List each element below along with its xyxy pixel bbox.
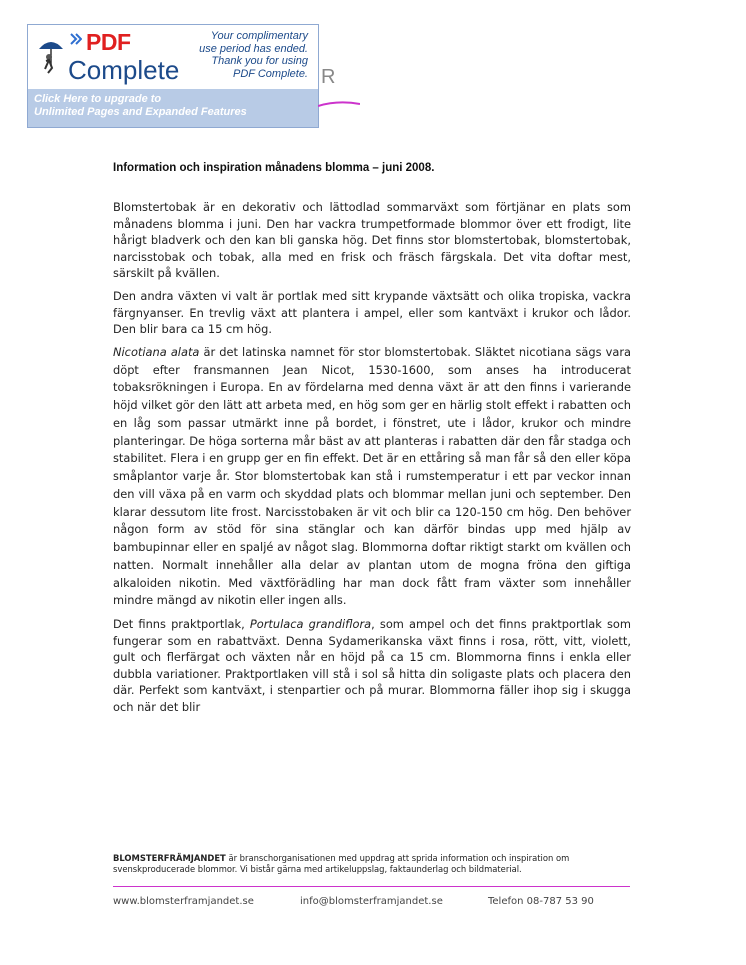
trial-line: use period has ended.: [199, 42, 308, 55]
paragraph: Blomstertobak är en dekorativ och lättodlad sommarväxt som förtjänar en plats som månadens blomma i juni. Den har vackra trumpetformade blommor över ett frodigt, lite hårigt bladverk och den kan bli ganska hög. Det finns stor blomstertobak, blomstertobak, narcisstobak och tobak, alla med en frisk och fräsch färgskala. Det vita doftar mest, särskilt på kvällen.: [113, 200, 631, 281]
trial-expired-message: [158, 30, 308, 80]
document-body: [113, 199, 631, 722]
website-link[interactable]: www.blomsterframjandet.se: [113, 896, 254, 907]
paragraph-text: Det finns praktportlak,: [113, 617, 250, 631]
organization-name: BLOMSTERFRÄMJANDET: [113, 853, 226, 863]
upgrade-line[interactable]: Click Here to upgrade to: [34, 93, 162, 105]
pdf-icon: [70, 33, 82, 47]
latin-name: Portulaca grandiflora: [249, 617, 372, 631]
paragraph-text: är det latinska namnet för stor blomstertobak. Släktet nicotiana sägs vara döpt efter fransmannen Jean Nicot, 1530-1600, som anses ha introducerat tobaksrökningen i Europa. En av fördelarna med denna växt är att den finns i varierande höjd vilket gör den lätt att arbeta med, en hög som ger en härlig stolt effekt i rabatten och en låg som passar utmärkt inne på bordet, i fönstret, ute i lådor, krukor och mindre planteringar. De höga sorterna mår bäst av att planteras i rabatten där den får stadga och stabilitet. Flera i en grupp ger en fin effekt. Det är en ettåring så man får så den eller köpa småplantor varje år. Stor blomstertobak kan stå i rumstemperatur i ett par veckor innan den vill växa på en varm och skyddad plats och blommar mellan juni och september. Den klarar dessutom lite frost. Narcisstobaken är vit och blir ca 120-150 cm hög. Den behöver någon form av stöd för sina stänglar och kan därför bindas upp med hjälp av bambupinnar eller en spaljé av något slag. Blommorna doftar riktigt starkt om kvällen och natten. Normalt innehåller alla delar av plantan utom de mogna fröna den giftiga alkaloiden nikotin. Med växtförädling har man dock fått fram växter som innehåller mindre mängd av nikotin eller ingen alls.: [113, 344, 631, 608]
logo-fragment: R: [321, 66, 336, 88]
upgrade-link[interactable]: [34, 93, 247, 119]
organization-description: är branschorganisationen med uppdrag att sprida information och inspiration om svenskproducerade blommor. Vi bistår gärna med artikeluppslag, faktaunderlag och bildmaterial.: [113, 853, 570, 874]
umbrella-icon: [36, 35, 66, 75]
pdf-complete-banner[interactable]: [27, 24, 319, 128]
paragraph: [113, 616, 631, 716]
logo-swoosh: [318, 98, 360, 108]
trial-line: PDF Complete.: [233, 67, 308, 80]
latin-name: Nicotiana alata: [113, 344, 200, 359]
footer-organization-info: [113, 853, 633, 875]
upgrade-line[interactable]: Unlimited Pages and Expanded Features: [34, 106, 247, 118]
paragraph: [113, 344, 631, 610]
document-title: Information och inspiration månadens blomma – juni 2008.: [113, 162, 435, 174]
trial-line: Your complimentary: [210, 30, 308, 42]
phone-number: Telefon 08-787 53 90: [488, 896, 594, 907]
brand-complete-text: Complete: [68, 55, 180, 85]
paragraph: Den andra växten vi valt är portlak med sitt krypande växtsätt och olika tropiska, vackra färgnyanser. En trevlig växt att plantera i ampel, eller som kantväxt i krukor och lådor. Den blir bara ca 15 cm hög.: [113, 288, 631, 337]
footer-divider: [113, 886, 630, 887]
email-link[interactable]: info@blomsterframjandet.se: [300, 896, 443, 907]
paragraph-text: , som ampel och det finns praktportlak som fungerar som en rabattväxt. Denna Sydamerikanska växt finns i rosa, rött, vitt, violett, gult och flerfärgat och växten når en höjd på ca 15 cm. Blommorna finns i enkla eller dubbla variationer. Praktportlaken vill stå i sol så hitta din soligaste plats och placera den där. Perfekt som kantväxt, i stenpartier och på murar. Blommorna fäller ihop sig i skugga och när det blir: [113, 617, 631, 714]
trial-line: Thank you for using: [211, 55, 308, 67]
brand-pdf-text: PDF: [86, 29, 131, 55]
